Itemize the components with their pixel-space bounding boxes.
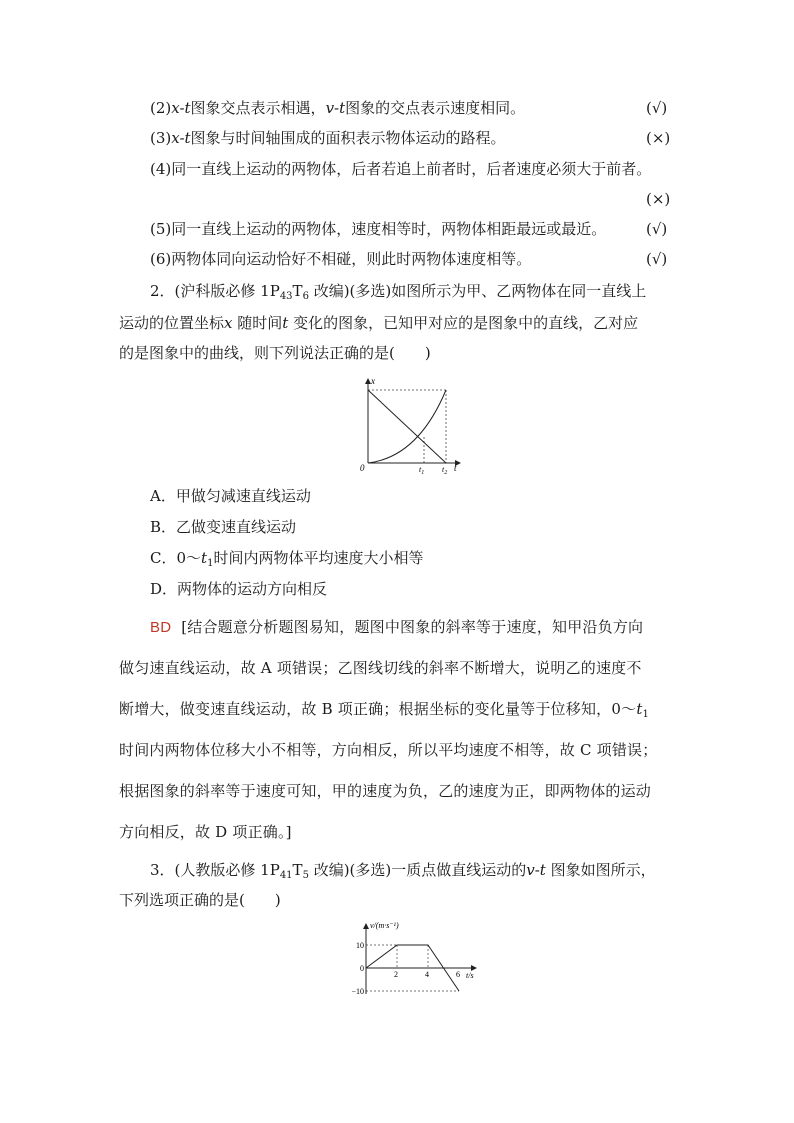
option-d: D．两物体的运动方向相反 [150, 580, 328, 598]
q2-text: 运动的位置坐标 [119, 314, 225, 332]
sub-1: 1 [642, 709, 650, 720]
option-a: A．甲做匀减速直线运动 [150, 487, 311, 505]
explain-line-2: 做匀速直线运动，故 A 项错误；乙图线切线的斜率不断增大，说明乙的速度不 [119, 659, 642, 677]
var-vt: v-t [526, 861, 546, 879]
sub-1: 1 [207, 558, 214, 569]
item-text-a: 图象交点表示相遇， [190, 99, 326, 117]
q2-text: 改编)(多选)如图所示为甲、乙两物体在同一直线上 [308, 282, 647, 300]
judgment-mark: (×) [646, 129, 671, 147]
q2-line-1 [150, 281, 646, 301]
q3-line-2: 下列选项正确的是( ) [119, 891, 281, 909]
vt-ytick: 10 [356, 941, 364, 950]
q3-sub: 5 [302, 870, 309, 881]
q2-text: 随时间 [232, 314, 283, 332]
item-label: (5) [150, 220, 172, 238]
q3-text: 图象如图所示， [545, 861, 656, 879]
option-c-post: 时间内两物体平均速度大小相等 [213, 549, 424, 567]
answer-badge: BD [150, 619, 172, 636]
xt-figure [358, 375, 470, 475]
item-label: (4) [150, 160, 172, 178]
var-vt: v-t [325, 99, 346, 117]
judgment-2 [150, 98, 525, 118]
item-label: (2) [150, 99, 172, 117]
q3-text: T [292, 861, 303, 879]
item-text: 同一直线上运动的两物体，速度相等时，两物体相距最远或最近。 [171, 220, 607, 238]
judgment-mark: (×) [646, 190, 671, 208]
option-c [150, 548, 423, 568]
explain-line-5: 根据图象的斜率等于速度可知，甲的速度为负，乙的速度为正，即两物体的运动 [119, 782, 652, 800]
option-c-pre: C．0～ [150, 549, 202, 567]
axis-x-label: x [371, 376, 375, 386]
q2-text: 2．(沪科版必修 1P [150, 282, 280, 300]
var-t: t [636, 700, 643, 718]
t2-label [442, 465, 447, 475]
vt-xtick: 4 [425, 970, 429, 979]
item-label: (3) [150, 129, 172, 147]
explain-line-6: 方向相反，故 D 项正确。] [119, 823, 292, 841]
vt-xtick: 2 [394, 970, 398, 979]
item-text: 图象的交点表示速度相同。 [345, 99, 526, 117]
q2-text: T [292, 282, 303, 300]
vt-ytick: −10 [351, 987, 364, 996]
axis-t-label: t [454, 463, 457, 473]
q3-text: 改编)(多选)一质点做直线运动的 [308, 861, 527, 879]
explain-line-1 [150, 617, 643, 638]
vt-xtick: 6 [456, 970, 460, 979]
vt-ylabel: v/(m·s⁻¹) [370, 921, 399, 930]
q3-sub: 41 [279, 870, 293, 881]
judgment-mark: (√) [646, 220, 668, 238]
t1-sub: 1 [421, 470, 425, 475]
item-label: (6) [150, 250, 172, 268]
item-text: 两物体同向运动恰好不相碰，则此时两物体速度相等。 [171, 250, 532, 268]
explain-line-3 [119, 699, 649, 719]
explain-text: [结合题意分析题图易知，题图中图象的斜率等于速度，知甲沿负方向 [181, 618, 644, 636]
judgment-mark: (√) [646, 99, 668, 117]
vt-xlabel: t/s [466, 971, 474, 980]
q2-line-3: 的是图象中的曲线，则下列说法正确的是( ) [119, 344, 431, 362]
item-text: 同一直线上运动的两物体，后者若追上前者时，后者速度必须大于前者。 [171, 160, 652, 178]
var-x: x [224, 314, 233, 332]
t2-sub: 2 [444, 470, 448, 475]
vt-ytick: 0 [360, 964, 364, 973]
judgment-mark: (√) [646, 250, 668, 268]
var-xt: x-t [171, 99, 191, 117]
explain-text: 断增大，做变速直线运动，故 B 项正确；根据坐标的变化量等于位移知，0～ [119, 700, 637, 718]
q3-text: 3．(人教版必修 1P [150, 861, 280, 879]
q2-line-2 [119, 313, 638, 333]
vt-chart [340, 918, 490, 1000]
var-t: t [282, 314, 289, 332]
judgment-3 [150, 128, 506, 148]
q3-line-1 [150, 860, 656, 880]
judgment-6 [150, 249, 531, 269]
q2-sub: 43 [279, 291, 293, 302]
item-text: 图象与时间轴围成的面积表示物体运动的路程。 [190, 129, 506, 147]
option-b: B．乙做变速直线运动 [150, 518, 297, 536]
var-xt: x-t [171, 129, 191, 147]
judgment-5 [150, 219, 606, 239]
explain-line-4: 时间内两物体位移大小不相等，方向相反，所以平均速度不相等，故 C 项错误； [119, 741, 658, 759]
judgment-4 [150, 159, 651, 179]
origin-label: 0 [360, 463, 365, 473]
var-t: t [201, 549, 208, 567]
t1-label [419, 465, 424, 475]
q2-text: 变化的图象，已知甲对应的是图象中的直线，乙对应 [288, 314, 639, 332]
q2-sub: 6 [302, 291, 309, 302]
t2-var: t [442, 465, 445, 474]
t1-var: t [419, 465, 422, 474]
jia-line [368, 390, 446, 463]
